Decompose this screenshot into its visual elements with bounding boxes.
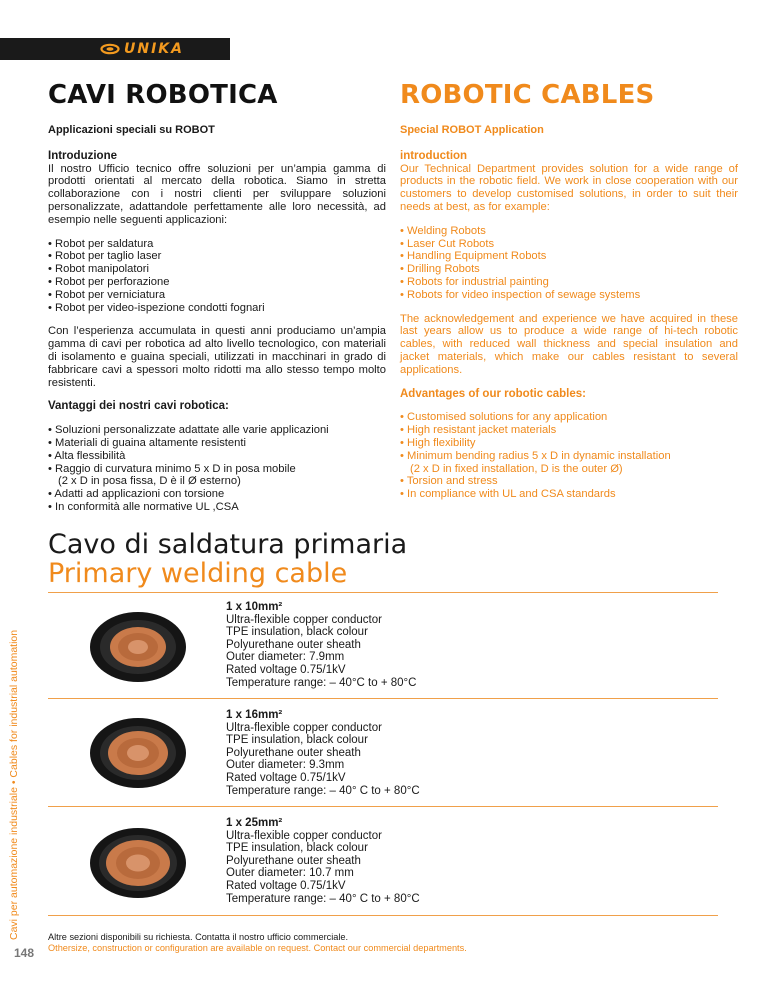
italian-column	[48, 80, 386, 525]
subtitle-en: Special ROBOT Application	[400, 124, 544, 136]
cable-spec-16mm	[226, 709, 420, 797]
list-item: • Robot per saldatura	[48, 238, 386, 251]
spec-line: Rated voltage 0.75/1kV	[226, 879, 346, 892]
logo-swirl-icon	[100, 43, 120, 55]
list-item: • Materiali di guaina altamente resistenti	[48, 437, 386, 450]
list-item: • Robots for video inspection of sewage systems	[400, 289, 738, 302]
list-item: • Drilling Robots	[400, 263, 738, 276]
spec-line: TPE insulation, black colour	[226, 842, 368, 855]
footer-text-it: Altre sezioni disponibili su richiesta. Contatta il nostro ufficio commerciale.	[48, 932, 349, 942]
list-item: • Robot manipolatori	[48, 263, 386, 276]
list-item: • Welding Robots	[400, 225, 738, 238]
list-item: • In conformità alle normative UL ,CSA	[48, 501, 386, 514]
spec-line: Polyurethane outer sheath	[226, 746, 361, 759]
spec-line: Rated voltage 0.75/1kV	[226, 771, 346, 784]
advantages-heading-it: Vantaggi dei nostri cavi robotica:	[48, 400, 229, 413]
list-item: • Laser Cut Robots	[400, 238, 738, 251]
title-it: CAVI ROBOTICA	[48, 80, 278, 110]
list-item: • Adatti ad applicazioni con torsione	[48, 488, 386, 501]
spec-line: Rated voltage 0.75/1kV	[226, 663, 346, 676]
advantages-heading-en: Advantages of our robotic cables:	[400, 387, 586, 400]
cable-size: 1 x 25mm²	[226, 817, 283, 829]
list-item: • Raggio di curvatura minimo 5 x D in posa mobile	[48, 463, 386, 476]
subtitle-it: Applicazioni speciali su ROBOT	[48, 124, 215, 136]
list-item: • Soluzioni personalizzate adattate alle varie applicazioni	[48, 424, 386, 437]
english-column	[400, 80, 738, 512]
intro-text-en: Our Technical Department provides solution for a wide range of products in the robotic field. We work in close cooperation with our customers to develop customised solutions, in order to suit their needs at best, as for example:	[400, 162, 738, 213]
list-item: • High resistant jacket materials	[400, 424, 738, 437]
advantages-list-it	[48, 424, 386, 514]
section-title	[48, 530, 407, 588]
divider	[48, 698, 718, 699]
spec-line: Ultra-flexible copper conductor	[226, 829, 382, 842]
footer-note	[48, 932, 467, 954]
section-title-en: Primary welding cable	[48, 558, 348, 589]
list-item: • Robot per verniciatura	[48, 289, 386, 302]
list-item: • Torsion and stress	[400, 475, 738, 488]
experience-text-en: The acknowledgement and experience we have acquired in these last years allow us to produce a wide range of hi-tech robotic cables, with reduced wall thickness and special insulation and jacket materials, which make our cables resistant to several applications.	[400, 312, 738, 376]
spec-line: Temperature range: – 40° C to + 80°C	[226, 892, 420, 905]
footer-text-en: Othersize, construction or configuration are available on request. Contact our commercial departments.	[48, 943, 467, 953]
spec-line: TPE insulation, black colour	[226, 734, 368, 747]
cable-size: 1 x 10mm²	[226, 601, 283, 613]
spec-line: Outer diameter: 10.7 mm	[226, 867, 354, 880]
intro-heading-it: Introduzione	[48, 149, 117, 162]
header-bar	[0, 38, 768, 60]
list-item: • Robot per video-ispezione condotti fognari	[48, 302, 386, 315]
spec-line: TPE insulation, black colour	[226, 626, 368, 639]
list-item: • Customised solutions for any application	[400, 411, 738, 424]
applications-list-it	[48, 238, 386, 315]
spec-line: Polyurethane outer sheath	[226, 638, 361, 651]
sidebar-vertical-text: Cavi per automazione industriale • Cables for industrial automation	[8, 629, 20, 940]
cable-size: 1 x 16mm²	[226, 709, 283, 721]
divider	[48, 806, 718, 807]
intro-text-it: Il nostro Ufficio tecnico offre soluzioni per un’ampia gamma di prodotti orientati al mercato della robotica. Siamo in stretta collaborazione con i nostri clienti per sviluppare soluzioni personalizzate, adattandole perfettamente alle loro necessità, ad esempio nelle seguenti applicazioni:	[48, 162, 386, 226]
cable-cross-section-25mm	[88, 826, 188, 900]
intro-heading-en: introduction	[400, 149, 468, 162]
spec-line: Ultra-flexible copper conductor	[226, 613, 382, 626]
title-en: ROBOTIC CABLES	[400, 80, 655, 110]
divider	[48, 592, 718, 593]
list-item-continuation: (2 x D in fixed installation, D is the outer Ø)	[410, 462, 623, 475]
applications-list-en	[400, 225, 738, 302]
list-item-continuation: (2 x D in posa fissa, D è il Ø esterno)	[58, 475, 241, 488]
list-item: • In compliance with UL and CSA standards	[400, 488, 738, 501]
unika-logo	[100, 41, 184, 57]
spec-line: Temperature range: – 40°C to + 80°C	[226, 676, 417, 689]
list-item: • Robot per taglio laser	[48, 250, 386, 263]
spec-line: Outer diameter: 9.3mm	[226, 759, 345, 772]
list-item: • Handling Equipment Robots	[400, 250, 738, 263]
list-item: • Alta flessibilità	[48, 450, 386, 463]
advantages-list-en	[400, 411, 738, 501]
spec-line: Outer diameter: 7.9mm	[226, 651, 345, 664]
cable-cross-section-16mm	[88, 716, 188, 790]
list-item: • Robot per perforazione	[48, 276, 386, 289]
spec-line: Polyurethane outer sheath	[226, 854, 361, 867]
list-item: • Robots for industrial painting	[400, 276, 738, 289]
spec-line: Ultra-flexible copper conductor	[226, 721, 382, 734]
cable-spec-25mm	[226, 817, 420, 905]
list-item: • High flexibility	[400, 437, 738, 450]
section-title-it: Cavo di saldatura primaria	[48, 529, 408, 560]
spec-line: Temperature range: – 40° C to + 80°C	[226, 784, 420, 797]
logo-text: UNIKA	[124, 41, 184, 57]
cable-spec-10mm	[226, 601, 416, 689]
experience-text-it: Con l’esperienza accumulata in questi anni produciamo un’ampia gamma di cavi per robotica ad alto livello tecnologico, con materiali di isolamento e guaina speciali, utilizzati in macchinari in grado di fabbricare cavi a spessori molto ridotti ma allo stesso tempo molto resistenti.	[48, 325, 386, 389]
cable-cross-section-10mm	[88, 610, 188, 684]
list-item: • Minimum bending radius 5 x D in dynamic installation	[400, 450, 738, 463]
page-number: 148	[14, 946, 35, 960]
divider	[48, 915, 718, 916]
